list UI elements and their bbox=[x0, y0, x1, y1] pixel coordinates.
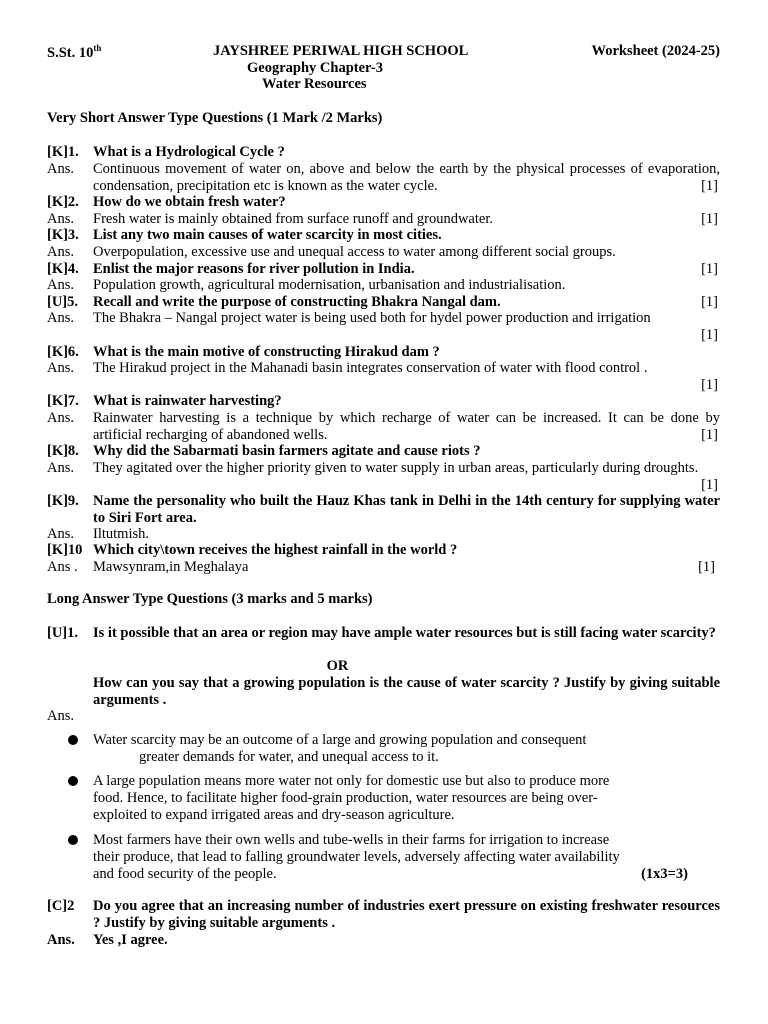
bullet-line: greater demands for water, and unequal access to it. bbox=[139, 749, 439, 765]
mark-label: (1x3=3) bbox=[641, 866, 688, 882]
mark-label: [1] bbox=[701, 477, 718, 493]
bullet-line: A large population means more water not only for domestic use but also to produce more bbox=[93, 773, 610, 789]
answer-label: Ans . bbox=[47, 559, 78, 575]
answer-label: Ans. bbox=[47, 360, 74, 376]
question-label: [U]1. bbox=[47, 625, 79, 641]
answer-text: They agitated over the higher priority given to water supply in urban areas, particularly during droughts. bbox=[93, 460, 699, 476]
answer-label: Ans. bbox=[47, 244, 74, 260]
bullet-line: exploited to expand irrigated areas and dry-season agriculture. bbox=[93, 807, 455, 823]
answer-label: Ans. bbox=[47, 526, 74, 542]
bullet-line: Water scarcity may be an outcome of a large and growing population and consequent bbox=[93, 732, 587, 748]
answer-text: Fresh water is mainly obtained from surface runoff and groundwater. bbox=[93, 211, 493, 227]
question-label: [K]9. bbox=[47, 493, 79, 509]
answer-label: Ans. bbox=[47, 932, 75, 948]
answer-text: Overpopulation, excessive use and unequal access to water among different social groups. bbox=[93, 244, 616, 260]
question-label: [K]3. bbox=[47, 227, 79, 243]
question-text: What is a Hydrological Cycle ? bbox=[93, 144, 285, 160]
question-text: What is the main motive of constructing Hirakud dam ? bbox=[93, 344, 440, 360]
question-label: [C]2 bbox=[47, 898, 75, 914]
answer-label: Ans. bbox=[47, 211, 74, 227]
question-label: [K]8. bbox=[47, 443, 79, 459]
mark-label: [1] bbox=[701, 294, 718, 310]
question-text: Which city\town receives the highest rainfall in the world ? bbox=[93, 542, 458, 558]
section-title-short: Very Short Answer Type Questions (1 Mark /2 Marks) bbox=[47, 110, 383, 126]
answer-text: Mawsynram,in Meghalaya bbox=[93, 559, 249, 575]
answer-label: Ans. bbox=[47, 161, 74, 177]
answer-label: Ans. bbox=[47, 277, 74, 293]
or-separator: OR bbox=[326, 658, 349, 674]
question-label: [K]6. bbox=[47, 344, 79, 360]
mark-label: [1] bbox=[701, 377, 718, 393]
question-text: Why did the Sabarmati basin farmers agitate and cause riots ? bbox=[93, 443, 481, 459]
bullet-icon bbox=[68, 833, 82, 847]
bullet-icon bbox=[68, 733, 82, 747]
answer-label: Ans. bbox=[47, 310, 74, 326]
question-text: What is rainwater harvesting? bbox=[93, 393, 282, 409]
question-label: [U]5. bbox=[47, 294, 79, 310]
question-text: Do you agree that an increasing number of industries exert pressure on existing freshwater resources ? Justify by giving suitable arguments . bbox=[93, 898, 720, 931]
chapter-title: Geography Chapter-3 bbox=[247, 60, 383, 76]
answer-text: Population growth, agricultural modernisation, urbanisation and industrialisation. bbox=[93, 277, 566, 293]
answer-text: Iltutmish. bbox=[93, 526, 149, 542]
question-text: Enlist the major reasons for river pollution in India. bbox=[93, 261, 415, 277]
mark-label: [1] bbox=[701, 211, 718, 227]
answer-text: The Hirakud project in the Mahanadi basin integrates conservation of water with flood control . bbox=[93, 360, 648, 376]
bullet-icon bbox=[68, 774, 82, 788]
question-label: [K]7. bbox=[47, 393, 79, 409]
question-label: [K]2. bbox=[47, 194, 79, 210]
bullet-line: Most farmers have their own wells and tube-wells in their farms for irrigation to increase bbox=[93, 832, 610, 848]
bullet-line: food. Hence, to facilitate higher food-grain production, water resources are being over- bbox=[93, 790, 598, 806]
mark-label: [1] bbox=[701, 261, 718, 277]
answer-text: Yes ,I agree. bbox=[93, 932, 168, 948]
alt-question-text: How can you say that a growing population is the cause of water scarcity ? Justify by giving suitable arguments . bbox=[93, 675, 720, 708]
answer-label: Ans. bbox=[47, 410, 74, 426]
section-title-long: Long Answer Type Questions (3 marks and 5 marks) bbox=[47, 591, 373, 607]
question-label: [K]4. bbox=[47, 261, 79, 277]
answer-text: Rainwater harvesting is a technique by which recharge of water can be increased. It can be done by artificial recharging of abandoned wells. bbox=[93, 410, 720, 443]
question-label: [K]1. bbox=[47, 144, 79, 160]
question-text: List any two main causes of water scarcity in most cities. bbox=[93, 227, 442, 243]
answer-label: Ans. bbox=[47, 460, 74, 476]
answer-text: The Bhakra – Nangal project water is being used both for hydel power production and irrigation bbox=[93, 310, 651, 326]
mark-label: [1] bbox=[701, 427, 718, 443]
question-text: Name the personality who built the Hauz Khas tank in Delhi in the 14th century for supplying water to Siri Fort area. bbox=[93, 493, 720, 526]
topic-title: Water Resources bbox=[262, 76, 367, 92]
answer-text: Continuous movement of water on, above and below the earth by the physical processes of evaporation, condensation, precipitation etc is known as the water cycle. bbox=[93, 161, 720, 194]
bullet-line: and food security of the people. bbox=[93, 866, 277, 882]
question-text: Recall and write the purpose of constructing Bhakra Nangal dam. bbox=[93, 294, 501, 310]
question-label: [K]10 bbox=[47, 542, 83, 558]
question-text: How do we obtain fresh water? bbox=[93, 194, 286, 210]
mark-label: [1] bbox=[698, 559, 715, 575]
question-text: Is it possible that an area or region may have ample water resources but is still facing water scarcity? bbox=[93, 625, 716, 641]
worksheet-year: Worksheet (2024-25) bbox=[591, 43, 720, 59]
answer-label: Ans. bbox=[47, 708, 74, 724]
mark-label: [1] bbox=[701, 178, 718, 194]
mark-label: [1] bbox=[701, 327, 718, 343]
bullet-line: their produce, that lead to falling groundwater levels, adversely affecting water availability bbox=[93, 849, 620, 865]
subject-label: S.St. 10th bbox=[47, 43, 102, 61]
school-name: JAYSHREE PERIWAL HIGH SCHOOL bbox=[213, 43, 469, 59]
